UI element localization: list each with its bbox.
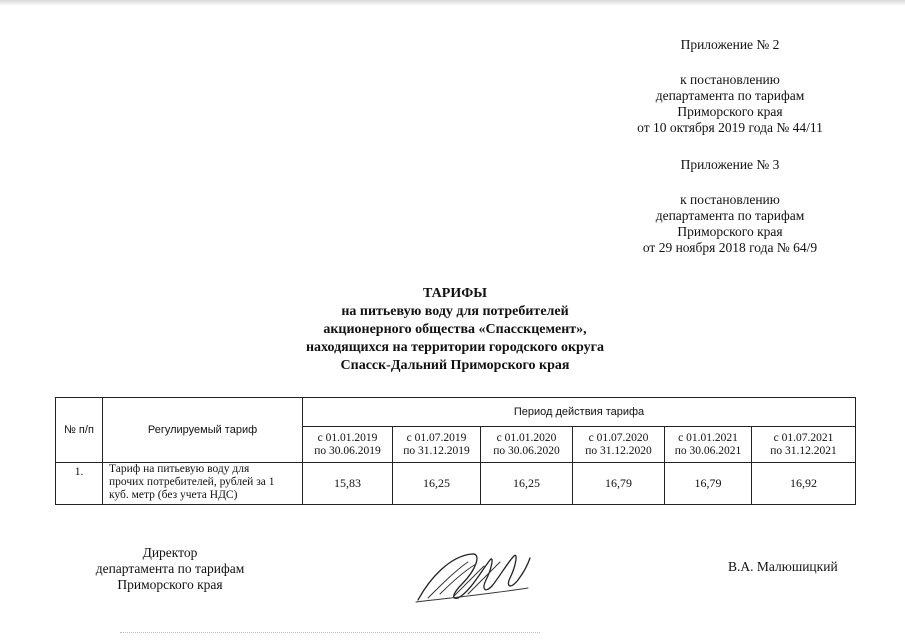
tariff-value: 16,25 — [393, 463, 481, 505]
scan-artifact — [120, 632, 540, 637]
appendix-2-date: от 10 октября 2019 года № 44/11 — [637, 120, 823, 135]
title-line: находящихся на территории городского округа — [305, 340, 605, 355]
tariff-value: 16,79 — [665, 463, 752, 505]
document-title — [230, 285, 680, 375]
tariff-table — [55, 397, 856, 505]
appendix-3-line: департамента по тарифам — [655, 208, 805, 223]
row-description — [103, 463, 303, 505]
period-from: с 01.07.2019 — [406, 431, 467, 444]
row-number: 1. — [56, 463, 103, 505]
period-header — [665, 427, 752, 463]
period-header — [393, 427, 481, 463]
appendix-2-line: к постановлению — [680, 72, 780, 87]
appendix-2-block — [580, 37, 880, 136]
appendix-2-line: департамента по тарифам — [655, 88, 805, 103]
period-to: по 31.12.2021 — [770, 444, 837, 457]
period-from: с 01.01.2020 — [496, 431, 557, 444]
tariff-value: 16,92 — [752, 463, 856, 505]
period-to: по 30.06.2020 — [493, 444, 560, 457]
appendix-3-date: от 29 ноября 2018 года № 64/9 — [642, 240, 818, 255]
title-line: Спасск-Дальний Приморского края — [340, 358, 570, 373]
appendix-2-heading: Приложение № 2 — [680, 37, 780, 52]
period-header — [573, 427, 665, 463]
table-row — [56, 463, 856, 505]
tariff-value: 16,79 — [573, 463, 665, 505]
period-to: по 31.12.2019 — [403, 444, 470, 457]
title-line: на питьевую воду для потребителей — [341, 304, 569, 319]
header-number: № п/п — [56, 398, 103, 463]
period-from: с 01.01.2021 — [678, 431, 738, 444]
scan-edge — [0, 0, 905, 6]
appendix-3-block — [580, 157, 880, 256]
tariff-value: 16,25 — [481, 463, 573, 505]
description-line: куб. метр (без учета НДС) — [109, 489, 238, 501]
appendix-2-line: Приморского края — [677, 104, 783, 119]
position-line: департамента по тарифам — [95, 561, 245, 576]
period-from: с 01.01.2019 — [317, 431, 378, 444]
position-line: Приморского края — [117, 577, 223, 592]
appendix-3-line: к постановлению — [680, 192, 780, 207]
tariff-value: 15,83 — [303, 463, 393, 505]
period-header — [481, 427, 573, 463]
period-header — [303, 427, 393, 463]
period-header — [752, 427, 856, 463]
position-line: Директор — [142, 545, 198, 560]
appendix-3-line: Приморского края — [677, 224, 783, 239]
handwritten-signature — [410, 548, 535, 608]
header-period: Период действия тарифа — [303, 398, 856, 427]
description-line: Тариф на питьевую воду для — [109, 463, 250, 475]
period-from: с 01.07.2020 — [588, 431, 649, 444]
period-to: по 30.06.2019 — [314, 444, 381, 457]
description-line: прочих потребителей, рублей за 1 — [109, 476, 275, 488]
signatory-name: В.А. Малюшицкий — [728, 559, 838, 574]
period-from: с 01.07.2021 — [773, 431, 834, 444]
signatory-position — [50, 545, 290, 593]
period-to: по 30.06.2021 — [674, 444, 742, 457]
period-to: по 31.12.2020 — [585, 444, 652, 457]
title-heading: ТАРИФЫ — [423, 286, 487, 301]
header-tariff: Регулируемый тариф — [103, 398, 303, 463]
title-line: акционерного общества «Спасскцемент», — [323, 322, 587, 337]
appendix-3-heading: Приложение № 3 — [680, 157, 780, 172]
